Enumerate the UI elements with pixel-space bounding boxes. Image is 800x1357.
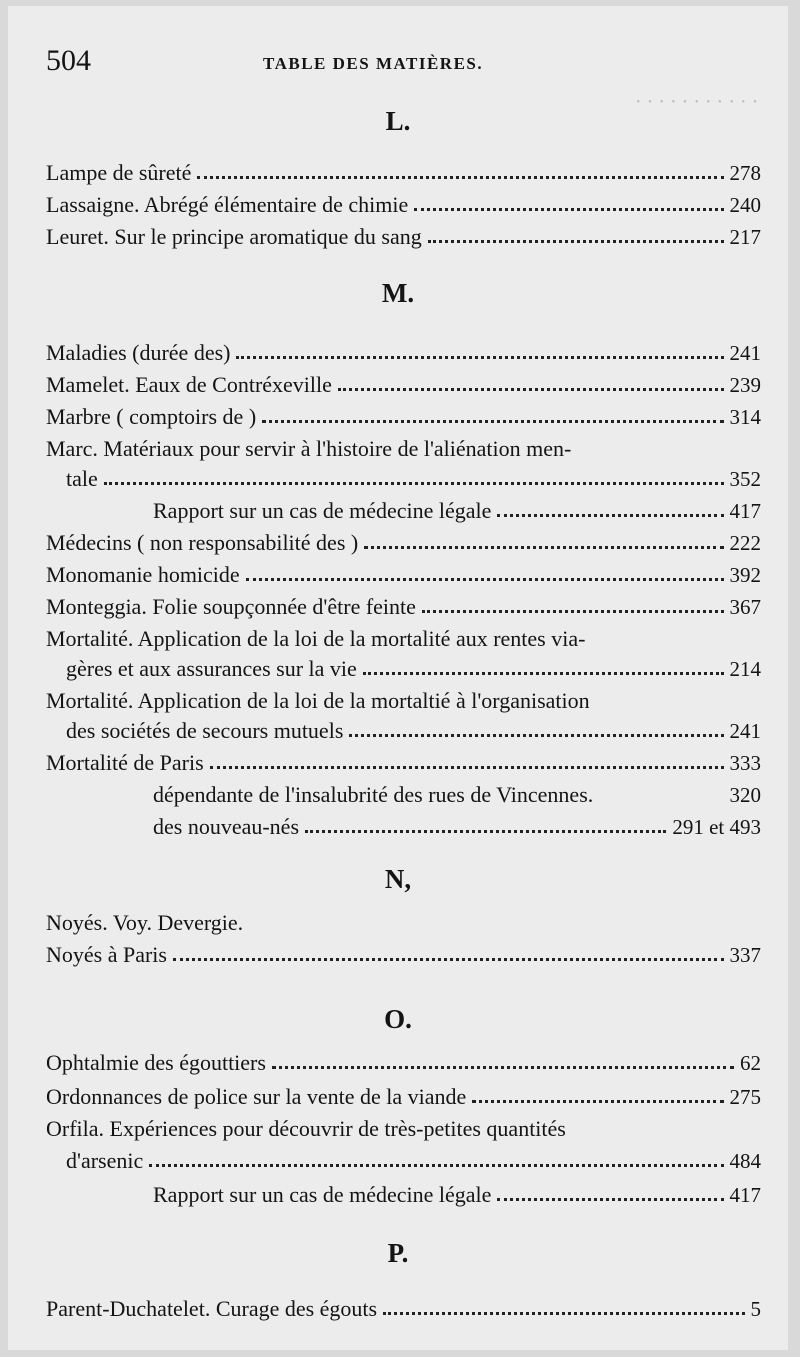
section-heading-p: P. bbox=[387, 1238, 409, 1268]
index-entry bbox=[46, 336, 761, 366]
entry-page: 320 bbox=[729, 783, 761, 807]
dot-leader bbox=[414, 208, 723, 211]
section-heading-o: O. bbox=[384, 1004, 412, 1034]
dot-leader bbox=[364, 546, 723, 549]
entry-text: Mamelet. Eaux de Contréxeville bbox=[46, 372, 332, 397]
entry-page: 278 bbox=[729, 161, 761, 185]
dot-leader bbox=[383, 1312, 744, 1315]
index-entry bbox=[66, 714, 761, 744]
entry-page: 291 et 493 bbox=[672, 815, 761, 839]
dot-leader bbox=[197, 176, 723, 179]
entry-page: 217 bbox=[729, 225, 761, 249]
entry-text: Lampe de sûreté bbox=[46, 160, 192, 185]
entry-text: Noyés à Paris bbox=[46, 942, 167, 967]
entry-page: 333 bbox=[729, 751, 761, 775]
dot-leader bbox=[149, 1164, 723, 1167]
index-entry bbox=[153, 810, 761, 840]
index-entry bbox=[46, 938, 761, 968]
entry-page: 275 bbox=[729, 1085, 761, 1109]
index-entry bbox=[46, 590, 761, 620]
index-entry bbox=[153, 778, 761, 808]
dot-leader bbox=[272, 1066, 734, 1069]
entry-text: Ordonnances de police sur la vente de la viande bbox=[46, 1084, 467, 1109]
entry-page: 337 bbox=[729, 943, 761, 967]
dot-leader bbox=[422, 610, 724, 613]
entry-page: 417 bbox=[729, 1183, 761, 1207]
entry-text: Monteggia. Folie soupçonnée d'être feinte bbox=[46, 594, 416, 619]
entry-text: des nouveau-nés bbox=[153, 814, 300, 839]
index-entry bbox=[46, 684, 761, 714]
section-heading-l: L. bbox=[385, 106, 411, 136]
dot-leader bbox=[104, 482, 724, 485]
dot-leader bbox=[236, 356, 723, 359]
book-page bbox=[8, 6, 788, 1350]
entry-text: Lassaigne. Abrégé élémentaire de chimie bbox=[46, 192, 409, 217]
entry-page: 392 bbox=[729, 563, 761, 587]
entry-text: des sociétés de secours mutuels bbox=[66, 718, 344, 743]
dot-leader bbox=[472, 1100, 723, 1103]
entry-text: Mortalité. Application de la loi de la mortalité aux rentes via- bbox=[46, 626, 586, 651]
index-entry bbox=[66, 462, 761, 492]
entry-page: 5 bbox=[750, 1297, 761, 1321]
index-entry bbox=[46, 368, 761, 398]
dot-leader bbox=[349, 734, 723, 737]
entry-text: Monomanie homicide bbox=[46, 562, 240, 587]
dot-leader bbox=[363, 672, 724, 675]
entry-text: tale bbox=[66, 466, 98, 491]
entry-page: 367 bbox=[729, 595, 761, 619]
running-title: TABLE DES MATIÈRES. bbox=[263, 54, 484, 73]
dot-leader bbox=[338, 388, 724, 391]
index-entry bbox=[46, 1080, 761, 1110]
entry-text: Noyés. Voy. Devergie. bbox=[46, 910, 244, 935]
index-entry bbox=[46, 220, 761, 250]
entry-text: gères et aux assurances sur la vie bbox=[66, 656, 357, 681]
section-heading-m: M. bbox=[381, 278, 415, 308]
index-entry bbox=[66, 652, 761, 682]
entry-text: Maladies (durée des) bbox=[46, 340, 231, 365]
entry-page: 240 bbox=[729, 193, 761, 217]
bleed-through: · · · · · · · · · · · bbox=[634, 91, 758, 113]
index-entry bbox=[46, 432, 761, 462]
index-entry bbox=[46, 188, 761, 218]
entry-page: 222 bbox=[729, 531, 761, 555]
entry-page: 484 bbox=[729, 1149, 761, 1173]
entry-page: 417 bbox=[729, 499, 761, 523]
index-entry bbox=[46, 1292, 761, 1322]
entry-page: 241 bbox=[729, 341, 761, 365]
page-number: 504 bbox=[46, 44, 91, 77]
entry-text: Parent-Duchatelet. Curage des égouts bbox=[46, 1296, 378, 1321]
entry-text: Mortalité de Paris bbox=[46, 750, 204, 775]
entry-page: 62 bbox=[740, 1051, 761, 1075]
dot-leader bbox=[497, 1198, 723, 1201]
entry-page: 239 bbox=[729, 373, 761, 397]
entry-page: 214 bbox=[729, 657, 761, 681]
index-entry bbox=[46, 156, 761, 186]
entry-page: 314 bbox=[729, 405, 761, 429]
section-heading-n: N, bbox=[384, 864, 412, 894]
page-header bbox=[8, 44, 788, 84]
entry-text: Leuret. Sur le principe aromatique du sang bbox=[46, 224, 422, 249]
index-entry bbox=[153, 1178, 761, 1208]
index-entry bbox=[46, 526, 761, 556]
entry-text: Ophtalmie des égouttiers bbox=[46, 1050, 266, 1075]
entry-page: 241 bbox=[729, 719, 761, 743]
index-entry bbox=[46, 906, 761, 936]
dot-leader bbox=[262, 420, 723, 423]
entry-text: Orfila. Expériences pour découvrir de très-petites quantités bbox=[46, 1116, 566, 1141]
index-entry bbox=[46, 622, 761, 652]
index-entry bbox=[46, 1046, 761, 1076]
index-entry bbox=[46, 746, 761, 776]
index-entry bbox=[46, 400, 761, 430]
dot-leader bbox=[173, 958, 724, 961]
entry-page: 352 bbox=[729, 467, 761, 491]
entry-text: Médecins ( non responsabilité des ) bbox=[46, 530, 359, 555]
dot-leader bbox=[246, 578, 724, 581]
index-entry bbox=[153, 494, 761, 524]
dot-leader bbox=[497, 514, 723, 517]
index-entry bbox=[46, 558, 761, 588]
entry-text: Mortalité. Application de la loi de la mortaltié à l'organisation bbox=[46, 688, 590, 713]
entry-text: Rapport sur un cas de médecine légale bbox=[153, 498, 492, 523]
entry-text: dépendante de l'insalubrité des rues de Vincennes. bbox=[153, 782, 594, 807]
index-entry bbox=[66, 1144, 761, 1174]
dot-leader bbox=[428, 240, 724, 243]
dot-leader bbox=[305, 830, 666, 833]
entry-text: Marbre ( comptoirs de ) bbox=[46, 404, 257, 429]
index-entry bbox=[46, 1112, 761, 1142]
entry-text: Rapport sur un cas de médecine légale bbox=[153, 1182, 492, 1207]
entry-text: d'arsenic bbox=[66, 1148, 144, 1173]
entry-text: Marc. Matériaux pour servir à l'histoire de l'aliénation men- bbox=[46, 436, 572, 461]
dot-leader bbox=[210, 766, 724, 769]
